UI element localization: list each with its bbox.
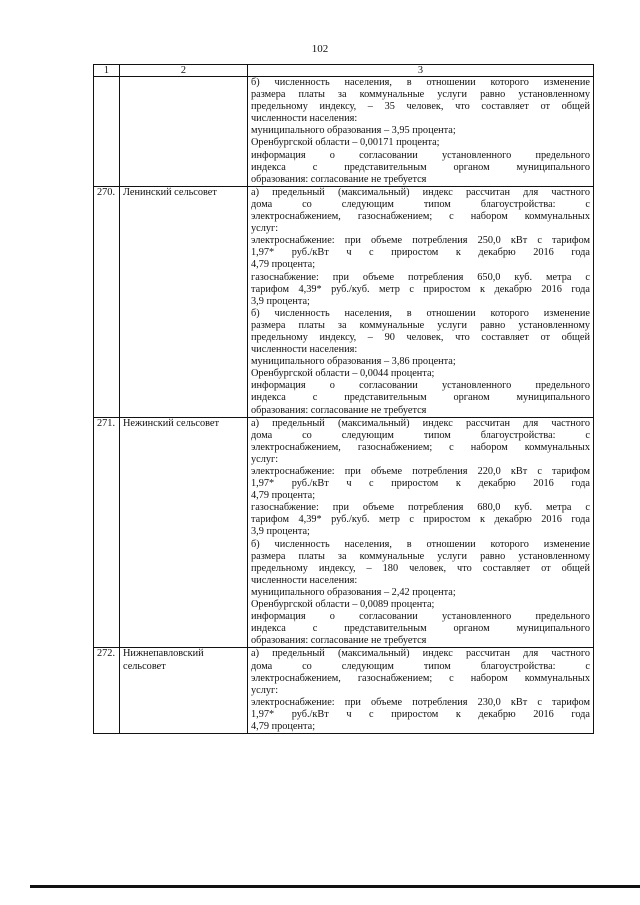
text-line: образования: согласование не требуется — [251, 635, 427, 647]
column-header-3: 3 — [248, 65, 594, 77]
text-line: муниципального образования – 2,42 процента; — [251, 586, 456, 598]
text-line: информация о согласовании установленного предельного — [251, 611, 590, 623]
text-line: 4,79 процента; — [251, 720, 316, 732]
text-line: 4,79 процента; — [251, 259, 316, 271]
text-line: электроснабжением, газоснабжением; с набором коммунальных — [251, 211, 590, 223]
text-line: тарифом 4,39* руб./куб. метр с приростом к декабрю 2016 года — [251, 514, 590, 526]
row-number — [94, 77, 120, 187]
text-line: услуг: — [251, 453, 279, 465]
table-header-row — [94, 65, 594, 77]
text-line: информация о согласовании установленного предельного — [251, 149, 590, 161]
municipality-name: Нижнепавловский сельсовет — [120, 648, 248, 734]
text-line: предельному индексу, – 35 человек, что составляет от общей — [251, 101, 590, 113]
text-line: 1,97* руб./кВт ч с приростом к декабрю 2016 года — [251, 247, 590, 259]
text-line: электроснабжение: при объеме потребления 250,0 кВт с тарифом — [251, 235, 590, 247]
text-line: предельному индексу, – 90 человек, что составляет от общей — [251, 331, 590, 343]
row-number: 270. — [94, 186, 120, 417]
text-line: информация о согласовании установленного предельного — [251, 380, 590, 392]
text-line: индекса с представительным органом муниципального — [251, 392, 590, 404]
index-description — [248, 648, 594, 734]
text-line: муниципального образования – 3,86 процента; — [251, 356, 456, 368]
text-line: размера платы за коммунальные услуги равно установленному — [251, 89, 590, 101]
text-line: электроснабжение: при объеме потребления 220,0 кВт с тарифом — [251, 466, 590, 477]
text-line: газоснабжение: при объеме потребления 650,0 куб. метра с — [251, 271, 590, 283]
text-line: электроснабжением, газоснабжением; с набором коммунальных — [251, 672, 590, 684]
column-header-2: 2 — [120, 65, 248, 77]
index-description — [248, 417, 594, 648]
table-row — [94, 648, 594, 734]
text-line: Оренбургской области – 0,00171 процента; — [251, 137, 440, 149]
text-line: дома со следующим типом благоустройства: с — [251, 429, 590, 441]
text-line: муниципального образования – 3,95 процента; — [251, 125, 456, 137]
tariff-index-table — [93, 64, 594, 734]
text-line: б) численность населения, в отношении которого изменение — [251, 307, 590, 319]
text-line: услуг: — [251, 223, 279, 235]
row-number: 271. — [94, 417, 120, 648]
text-line: индекса с представительным органом муниципального — [251, 161, 590, 173]
text-line: дома со следующим типом благоустройства: с — [251, 660, 590, 672]
index-description — [248, 77, 594, 187]
text-line: 3,9 процента; — [251, 526, 310, 538]
text-line: численности населения: — [251, 574, 358, 586]
bottom-rule — [30, 885, 640, 888]
text-line: б) численность населения, в отношении которого изменение — [251, 538, 590, 550]
text-line: образования: согласование не требуется — [251, 173, 427, 185]
text-line: а) предельный (максимальный) индекс рассчитан для частного — [251, 417, 590, 429]
text-line: газоснабжение: при объеме потребления 680,0 куб. метра с — [251, 502, 590, 514]
text-line: а) предельный (максимальный) индекс рассчитан для частного — [251, 186, 590, 198]
text-line: образования: согласование не требуется — [251, 404, 427, 416]
row-number: 272. — [94, 648, 120, 734]
text-line: услуг: — [251, 684, 279, 696]
municipality-name: Нежинский сельсовет — [120, 417, 248, 648]
text-line: Оренбургской области – 0,0044 процента; — [251, 368, 435, 380]
text-line: электроснабжение: при объеме потребления 230,0 кВт с тарифом — [251, 696, 590, 708]
municipality-name: Ленинский сельсовет — [120, 186, 248, 417]
index-description — [248, 186, 594, 417]
text-line: б) численность населения, в отношении которого изменение — [251, 77, 590, 88]
text-line: 4,79 процента; — [251, 490, 316, 502]
municipality-name — [120, 77, 248, 187]
text-line: индекса с представительным органом муниципального — [251, 623, 590, 635]
text-line: предельному индексу, – 180 человек, что составляет от общей — [251, 562, 590, 574]
text-line: численности населения: — [251, 344, 358, 356]
text-line: электроснабжением, газоснабжением; с набором коммунальных — [251, 441, 590, 453]
text-line: численности населения: — [251, 113, 358, 125]
table-row — [94, 417, 594, 648]
table-body — [94, 77, 594, 734]
page-number: 102 — [311, 43, 329, 55]
text-line: Оренбургской области – 0,0089 процента; — [251, 599, 435, 611]
text-line: размера платы за коммунальные услуги равно установленному — [251, 550, 590, 562]
text-line: 1,97* руб./кВт ч с приростом к декабрю 2016 года — [251, 478, 590, 490]
text-line: 1,97* руб./кВт ч с приростом к декабрю 2016 года — [251, 708, 590, 720]
table-row — [94, 186, 594, 417]
table-row — [94, 77, 594, 187]
column-header-1: 1 — [94, 65, 120, 77]
text-line: 3,9 процента; — [251, 295, 310, 307]
text-line: размера платы за коммунальные услуги равно установленному — [251, 319, 590, 331]
text-line: дома со следующим типом благоустройства: с — [251, 198, 590, 210]
text-line: а) предельный (максимальный) индекс рассчитан для частного — [251, 648, 590, 660]
text-line: тарифом 4,39* руб./куб. метр с приростом к декабрю 2016 года — [251, 283, 590, 295]
